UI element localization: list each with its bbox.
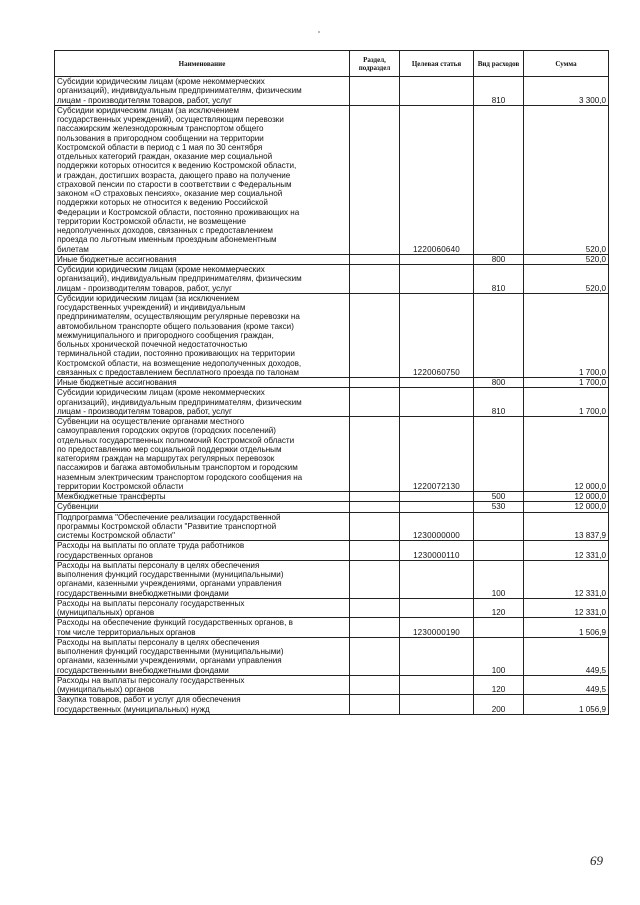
- table-row: [55, 492, 609, 502]
- cell-sum: 1 056,9: [524, 695, 609, 715]
- cell-sum: 520,0: [524, 265, 609, 294]
- cell-section: [350, 265, 400, 294]
- cell-target: [400, 254, 474, 264]
- cell-target: 1220072130: [400, 417, 474, 492]
- cell-target: [400, 675, 474, 695]
- table-row: [55, 675, 609, 695]
- cell-kind: [474, 541, 524, 561]
- cell-kind: 200: [474, 695, 524, 715]
- header-section: Раздел, подраздел: [350, 51, 400, 77]
- cell-sum: 520,0: [524, 254, 609, 264]
- cell-name: Закупка товаров, работ и услуг для обеспечения государственных (муниципальных) нужд: [55, 695, 350, 715]
- cell-section: [350, 541, 400, 561]
- cell-sum: 1 700,0: [524, 378, 609, 388]
- cell-target: 1230000110: [400, 541, 474, 561]
- cell-sum: 12 000,0: [524, 502, 609, 512]
- cell-target: [400, 77, 474, 106]
- cell-name: Расходы на выплаты персоналу в целях обеспечения выполнения функций государственными (муниципальными) органами, казенными учреждениями, органами управления государственными внебюджетными фондами: [55, 637, 350, 675]
- cell-target: 1230000000: [400, 512, 474, 541]
- cell-section: [350, 378, 400, 388]
- cell-sum: 13 837,9: [524, 512, 609, 541]
- cell-sum: 1 506,9: [524, 618, 609, 638]
- cell-target: [400, 265, 474, 294]
- cell-sum: 12 000,0: [524, 417, 609, 492]
- header-kind: Вид расходов: [474, 51, 524, 77]
- cell-kind: [474, 417, 524, 492]
- page-number: 69: [590, 853, 603, 868]
- table-row: [55, 105, 609, 254]
- cell-sum: 12 331,0: [524, 598, 609, 618]
- cell-target: [400, 492, 474, 502]
- table-row: [55, 541, 609, 561]
- cell-name: Субсидии юридическим лицам (кроме некоммерческих организаций), индивидуальным предпринимателям, физическим лицам - производителям товаров, работ, услуг: [55, 265, 350, 294]
- table-row: [55, 695, 609, 715]
- cell-name: Иные бюджетные ассигнования: [55, 254, 350, 264]
- cell-section: [350, 293, 400, 377]
- cell-name: Иные бюджетные ассигнования: [55, 378, 350, 388]
- cell-target: [400, 695, 474, 715]
- cell-kind: [474, 618, 524, 638]
- table-row: [55, 598, 609, 618]
- cell-name: Расходы на выплаты персоналу в целях обеспечения выполнения функций государственными (муниципальными) органами, казенными учреждениями, органами управления государственными внебюджетными фондами: [55, 560, 350, 598]
- cell-sum: 3 300,0: [524, 77, 609, 106]
- cell-name: Подпрограмма "Обеспечение реализации государственной программы Костромской области "Развитие транспортной системы Костромской области": [55, 512, 350, 541]
- table-row: [55, 560, 609, 598]
- cell-name: Субсидии юридическим лицам (за исключением государственных учреждений), осуществляющим перевозки пассажирским железнодорожным транспортом общего пользования в пригородном сообщении на территории Костромской области в период с 1 мая по 30 сентября отдельных категорий граждан, оказание мер социальной поддержки которых относится к ведению Костромской области, и граждан, достигших возраста, дающего право на получение страховой пенсии по старости в соответствии с Федеральным законом «О страховых пенсиях», оказание мер социальной поддержки которых не относится к ведению Российской Федерации и Костромской области, постоянно проживающих на территории Костромской области, не возмещение недополученных доходов, связанных с предоставлением проезда по льготным именным проездным абонементным билетам: [55, 105, 350, 254]
- cell-section: [350, 618, 400, 638]
- header-target: Целевая статья: [400, 51, 474, 77]
- cell-kind: 800: [474, 254, 524, 264]
- budget-table: [54, 50, 609, 715]
- cell-kind: 100: [474, 560, 524, 598]
- cell-section: [350, 492, 400, 502]
- cell-name: Субвенции на осуществление органами местного самоуправления городских округов (городских поселений) отдельных государственных полномочий Костромской области по предоставлению мер социальной поддержки отдельным категориям граждан на маршрутах регулярных перевозок пассажиров и багажа автомобильным транспортом и городским наземным электрическим транспортом городского сообщения на территории Костромской области: [55, 417, 350, 492]
- cell-name: Расходы на выплаты персоналу государственных (муниципальных) органов: [55, 675, 350, 695]
- cell-kind: 120: [474, 598, 524, 618]
- cell-kind: [474, 512, 524, 541]
- table-row: [55, 254, 609, 264]
- table-row: [55, 417, 609, 492]
- cell-sum: 1 700,0: [524, 388, 609, 417]
- cell-section: [350, 695, 400, 715]
- table-row: [55, 618, 609, 638]
- header-sum: Сумма: [524, 51, 609, 77]
- cell-target: [400, 502, 474, 512]
- cell-kind: 120: [474, 675, 524, 695]
- cell-section: [350, 560, 400, 598]
- cell-name: Расходы на обеспечение функций государственных органов, в том числе территориальных органов: [55, 618, 350, 638]
- cell-section: [350, 502, 400, 512]
- cell-kind: [474, 293, 524, 377]
- cell-target: [400, 598, 474, 618]
- table-row: [55, 378, 609, 388]
- cell-name: Субвенции: [55, 502, 350, 512]
- cell-sum: 520,0: [524, 105, 609, 254]
- cell-section: [350, 598, 400, 618]
- cell-kind: [474, 105, 524, 254]
- cell-section: [350, 254, 400, 264]
- cell-name: Субсидии юридическим лицам (кроме некоммерческих организаций), индивидуальным предпринимателям, физическим лицам - производителям товаров, работ, услуг: [55, 388, 350, 417]
- table-row: [55, 293, 609, 377]
- cell-kind: 800: [474, 378, 524, 388]
- cell-kind: 500: [474, 492, 524, 502]
- scan-speck: [318, 31, 320, 33]
- cell-sum: 12 331,0: [524, 560, 609, 598]
- cell-section: [350, 512, 400, 541]
- cell-section: [350, 637, 400, 675]
- cell-target: [400, 560, 474, 598]
- cell-sum: 12 331,0: [524, 541, 609, 561]
- cell-kind: 810: [474, 77, 524, 106]
- cell-kind: 810: [474, 388, 524, 417]
- cell-sum: 1 700,0: [524, 293, 609, 377]
- cell-section: [350, 77, 400, 106]
- cell-section: [350, 675, 400, 695]
- table-row: [55, 388, 609, 417]
- cell-sum: 449,5: [524, 637, 609, 675]
- cell-name: Субсидии юридическим лицам (за исключением государственных учреждений) и индивидуальным предпринимателям, осуществляющим регулярные перевозки на автомобильном транспорте общего пользования (кроме такси) межмуниципального и пригородного сообщения граждан, больных хронической почечной недостаточностью терминальной стадии, постоянно проживающих на территории Костромской области, на возмещение недополученных доходов, связанных с предоставлением бесплатного проезда по талонам: [55, 293, 350, 377]
- cell-target: 1220060640: [400, 105, 474, 254]
- cell-sum: 12 000,0: [524, 492, 609, 502]
- cell-target: [400, 388, 474, 417]
- cell-section: [350, 388, 400, 417]
- header-name: Наименование: [55, 51, 350, 77]
- cell-name: Расходы на выплаты по оплате труда работников государственных органов: [55, 541, 350, 561]
- cell-name: Расходы на выплаты персоналу государственных (муниципальных) органов: [55, 598, 350, 618]
- cell-kind: 530: [474, 502, 524, 512]
- cell-sum: 449,5: [524, 675, 609, 695]
- cell-target: [400, 378, 474, 388]
- cell-section: [350, 105, 400, 254]
- cell-name: Межбюджетные трансферты: [55, 492, 350, 502]
- table-row: [55, 77, 609, 106]
- cell-target: 1230000190: [400, 618, 474, 638]
- table-row: [55, 265, 609, 294]
- cell-target: [400, 637, 474, 675]
- cell-section: [350, 417, 400, 492]
- table-row: [55, 512, 609, 541]
- cell-name: Субсидии юридическим лицам (кроме некоммерческих организаций), индивидуальным предпринимателям, физическим лицам - производителям товаров, работ, услуг: [55, 77, 350, 106]
- cell-target: 1220060750: [400, 293, 474, 377]
- table-row: [55, 502, 609, 512]
- cell-kind: 810: [474, 265, 524, 294]
- table-header-row: [55, 51, 609, 77]
- cell-kind: 100: [474, 637, 524, 675]
- table-row: [55, 637, 609, 675]
